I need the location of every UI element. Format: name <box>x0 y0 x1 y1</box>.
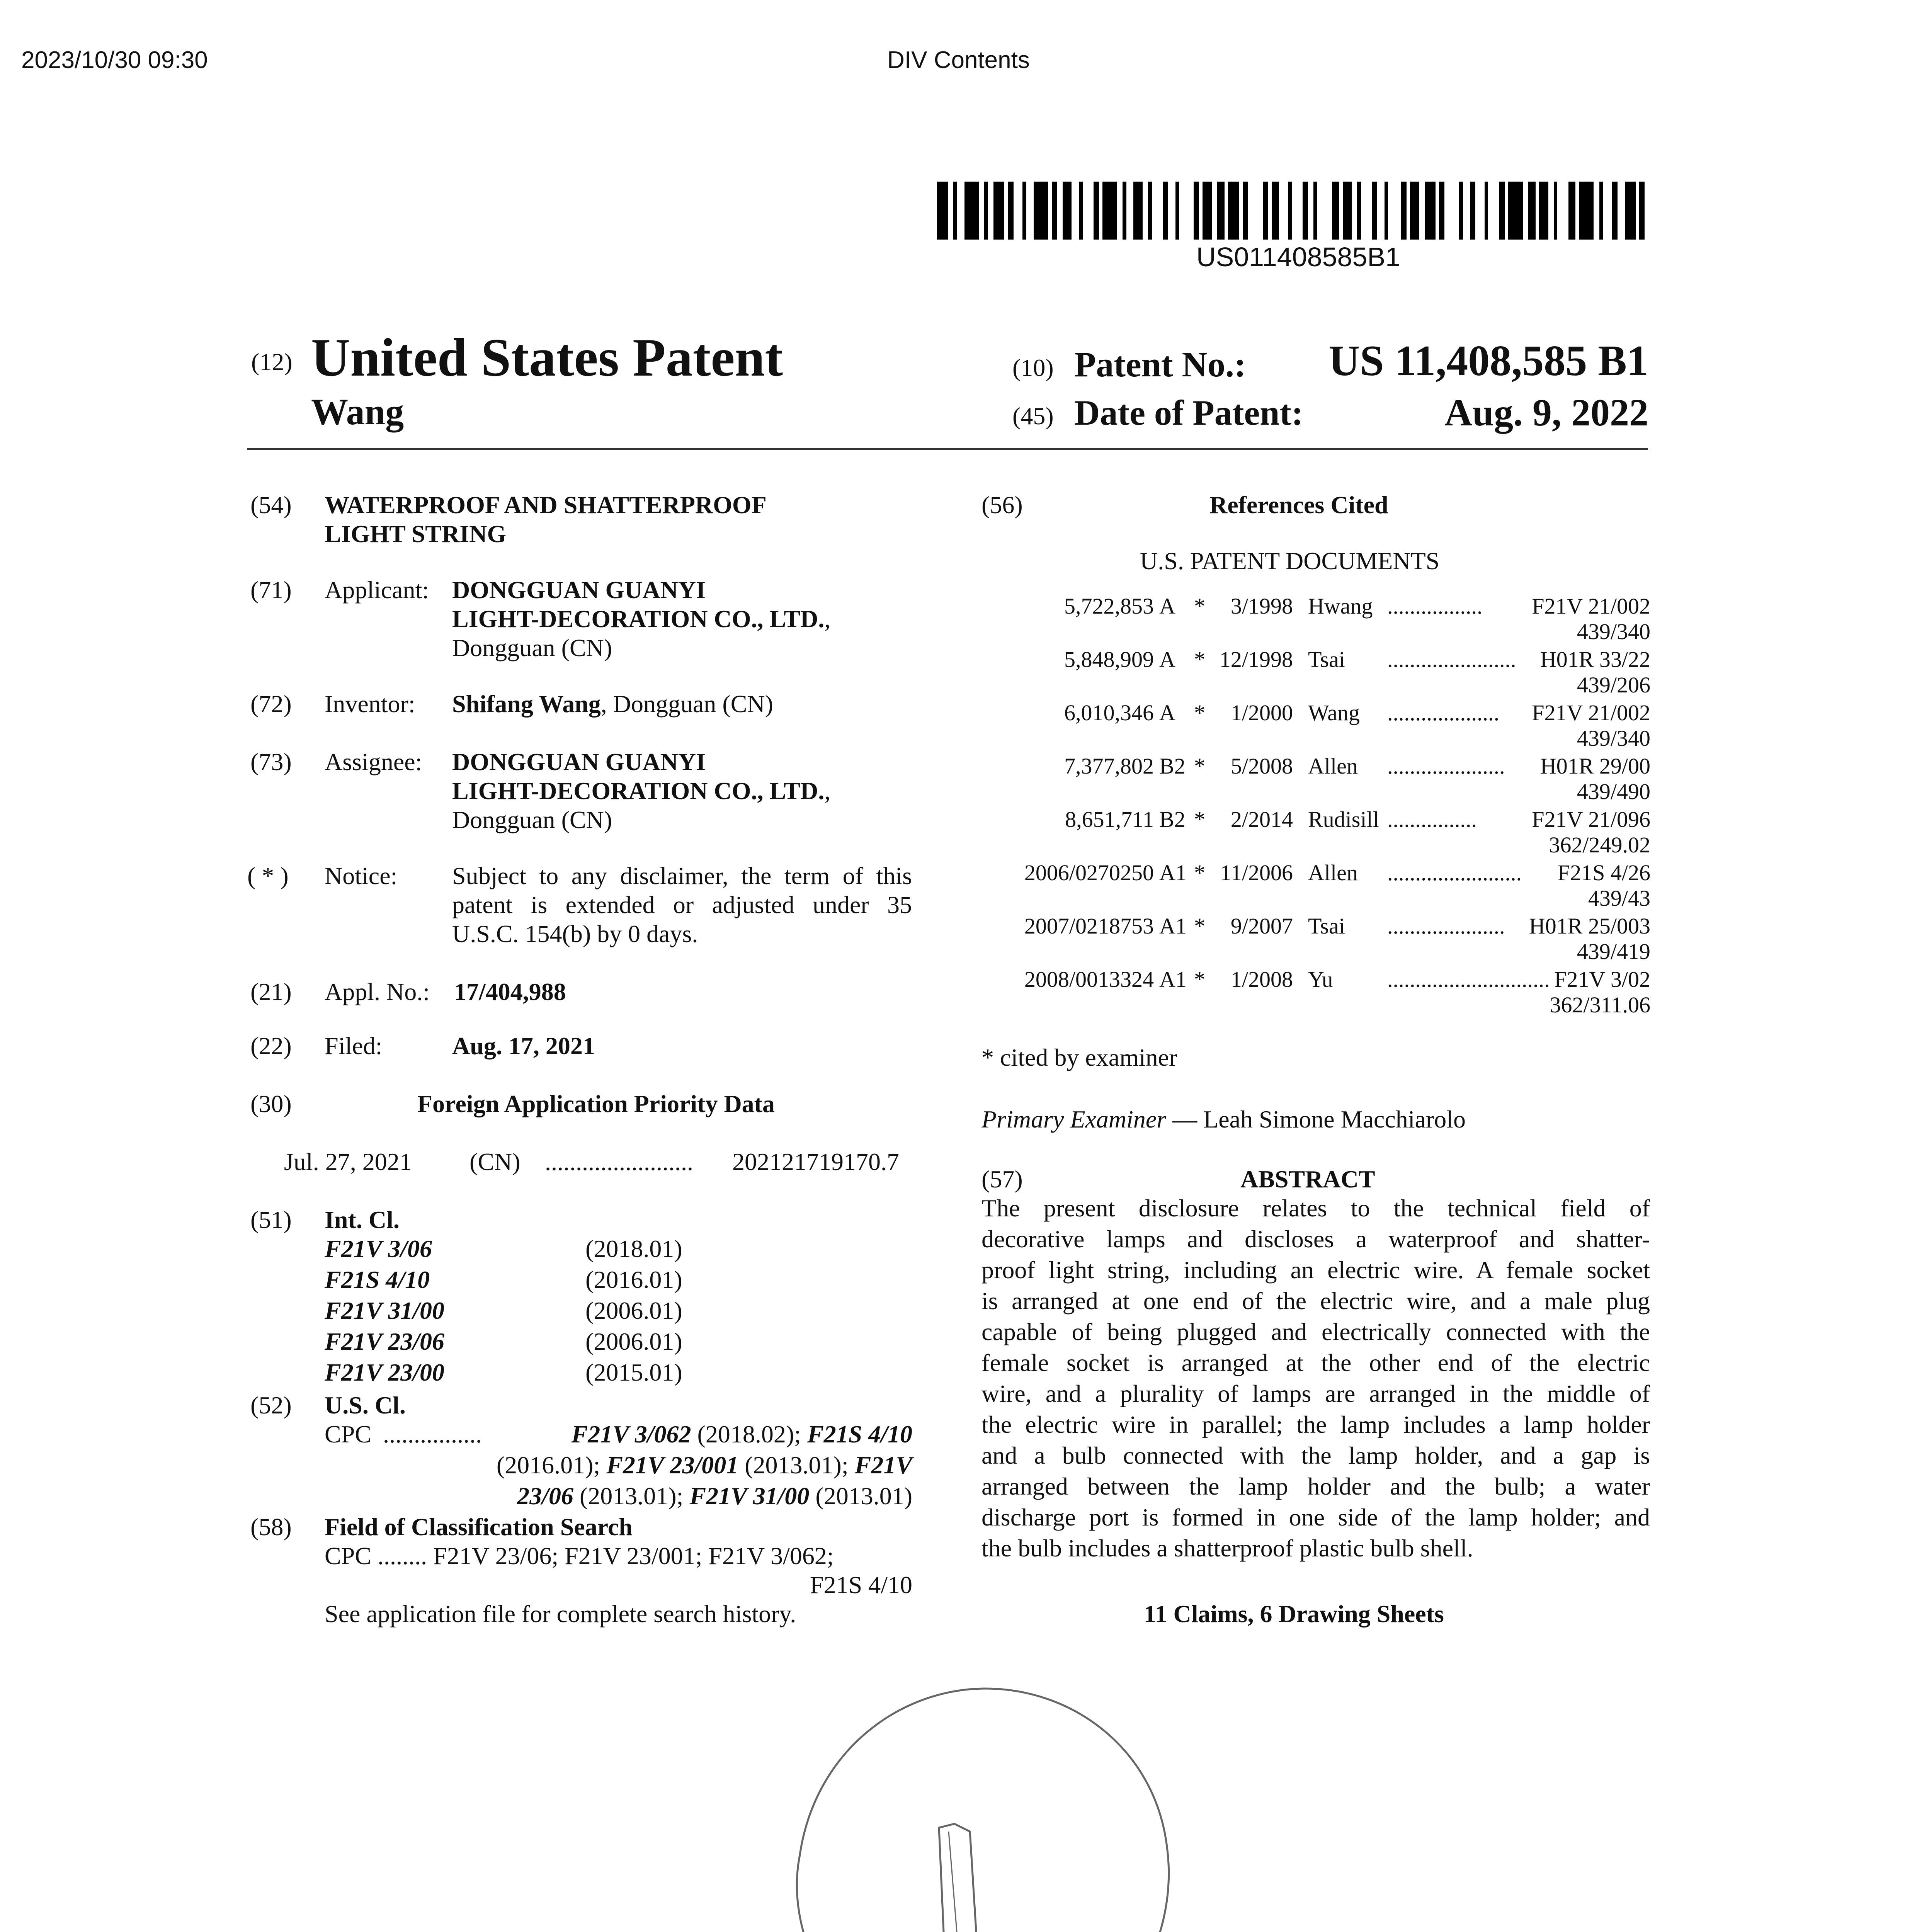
barcode-bar <box>1292 182 1303 240</box>
us-patent-documents: U.S. PATENT DOCUMENTS <box>1140 547 1440 575</box>
assignee-city: Dongguan (CN) <box>452 806 612 833</box>
code-21: (21) <box>250 978 292 1005</box>
int-cl-3-ver: (2006.01) <box>585 1297 682 1324</box>
barcode-bar <box>1268 182 1272 240</box>
ref-kind: A1 <box>1159 860 1187 885</box>
barcode-bar <box>937 182 948 240</box>
ref-kind: B2 <box>1159 753 1186 779</box>
print-datetime: 2023/10/30 09:30 <box>21 47 208 73</box>
barcode-bar <box>1594 182 1599 240</box>
barcode-bar <box>1612 182 1618 240</box>
ref-inventor: Rudisill <box>1308 807 1379 832</box>
barcode-bar <box>1357 182 1361 240</box>
barcode-bar <box>1407 182 1410 240</box>
int-cl-3: F21V 31/00 <box>325 1297 444 1324</box>
code-45: (45) <box>1012 402 1054 430</box>
abstract-line: discharge port is formed in one side of the lamp holder; and <box>981 1503 1650 1531</box>
barcode-bar <box>1419 182 1425 240</box>
ref-subclass: 439/419 <box>1577 939 1650 964</box>
assignee-line2: LIGHT-DECORATION CO., LTD. <box>452 777 825 804</box>
barcode-bar <box>1463 182 1470 240</box>
ref-inventor: Yu <box>1308 967 1333 992</box>
us-cl-c4b: 23/06 <box>517 1482 573 1510</box>
inventor-name: Shifang Wang <box>452 690 601 718</box>
code-56: (56) <box>981 491 1023 519</box>
abstract-line: arranged between the lamp holder and the bulb; a water <box>981 1473 1650 1500</box>
barcode-bar <box>1279 182 1288 240</box>
priority-country: (CN) <box>469 1148 520 1175</box>
ref-number: 5,848,909 <box>1064 647 1154 672</box>
ref-dots: ....................... <box>1387 647 1516 672</box>
doc-title: United States Patent <box>311 328 783 388</box>
ref-dots: ..................... <box>1387 913 1505 939</box>
barcode-bar <box>1102 182 1117 240</box>
barcode-bar <box>1625 182 1636 240</box>
ref-subclass: 439/43 <box>1588 886 1650 911</box>
barcode-bar <box>1436 182 1439 240</box>
barcode-bar <box>1385 182 1388 240</box>
int-cl-1: F21V 3/06 <box>325 1235 432 1262</box>
barcode-bar <box>1505 182 1508 240</box>
appl-no: 17/404,988 <box>454 978 566 1005</box>
barcode-bar <box>1352 182 1357 240</box>
int-cl-2-ver: (2016.01) <box>585 1266 682 1293</box>
us-cl-c1: F21V 3/062 <box>571 1420 691 1448</box>
ref-inventor: Allen <box>1308 860 1358 885</box>
foreign-priority-title: Foreign Application Priority Data <box>417 1090 775 1117</box>
barcode-bar <box>1303 182 1308 240</box>
abstract-line: capable of being plugged and electrically connected with the <box>981 1318 1650 1345</box>
ref-date: 11/2006 <box>1220 860 1293 885</box>
applicant-city: Dongguan (CN) <box>452 634 612 662</box>
date-of-patent-label: Date of Patent: <box>1074 393 1303 432</box>
barcode-bar <box>1248 182 1263 240</box>
barcode-bar <box>1332 182 1339 240</box>
barcode-bar <box>1057 182 1063 240</box>
notice-line2: patent is extended or adjusted under 35 <box>452 891 912 918</box>
barcode-bar <box>1361 182 1372 240</box>
assignee-line1: DONGGUAN GUANYI <box>452 748 706 776</box>
code-73: (73) <box>250 748 292 776</box>
barcode-bar <box>1425 182 1436 240</box>
barcode-bar <box>1523 182 1528 240</box>
ref-subclass: 362/249.02 <box>1549 832 1650 857</box>
field-search-title: Field of Classification Search <box>325 1513 633 1541</box>
inventor-label: Inventor: <box>325 690 415 718</box>
int-cl-title: Int. Cl. <box>325 1206 400 1233</box>
barcode-bar <box>1148 182 1152 240</box>
barcode-bar <box>1499 182 1505 240</box>
barcode-bar <box>1063 182 1072 240</box>
filament <box>939 1824 985 1932</box>
patent-number: US 11,408,585 B1 <box>1328 337 1648 385</box>
us-cl-c5: F21V 31/00 <box>689 1482 810 1510</box>
ref-dots: .................... <box>1387 700 1499 725</box>
ref-date: 1/2000 <box>1230 700 1293 725</box>
barcode-bar <box>1308 182 1313 240</box>
barcode-bar <box>1099 182 1102 240</box>
int-cl-2: F21S 4/10 <box>325 1266 430 1293</box>
us-cl-c2: F21S 4/10 <box>807 1420 912 1448</box>
assignee-label: Assignee: <box>325 748 422 776</box>
code-30: (30) <box>250 1090 292 1117</box>
barcode-bar <box>1599 182 1603 240</box>
ref-dots: ..................... <box>1387 753 1505 779</box>
barcode-bar <box>1048 182 1051 240</box>
us-cl-v3: (2013.01); <box>738 1451 855 1479</box>
barcode-bar <box>1217 182 1225 240</box>
barcode-bar <box>1410 182 1419 240</box>
barcode-bar <box>1313 182 1317 240</box>
filed-date: Aug. 17, 2021 <box>452 1032 595 1060</box>
barcode-bar <box>957 182 964 240</box>
ref-number: 5,722,853 <box>1064 594 1154 619</box>
barcode-bar <box>1126 182 1134 240</box>
bulb-shell <box>797 1689 1169 1932</box>
ref-class: H01R 29/00 <box>1540 753 1650 779</box>
ref-subclass: 439/490 <box>1577 779 1650 804</box>
code-10: (10) <box>1012 354 1054 381</box>
abstract-line: and a bulb connected with the lamp holder, and a gap is <box>981 1442 1650 1469</box>
barcode-bar <box>1152 182 1163 240</box>
barcode-bar <box>1026 182 1034 240</box>
ref-class: F21S 4/26 <box>1557 860 1650 885</box>
barcode-bar <box>1243 182 1248 240</box>
ref-number: 8,651,711 <box>1065 807 1154 832</box>
ref-subclass: 362/311.06 <box>1550 992 1650 1017</box>
abstract-line: the electric wire in parallel; the lamp includes a lamp holder <box>981 1411 1650 1438</box>
ref-class: H01R 33/22 <box>1540 647 1650 672</box>
field-search-line1: CPC ........ F21V 23/06; F21V 23/001; F21V 3/062; <box>325 1542 834 1570</box>
barcode-bar <box>1459 182 1463 240</box>
us-cl-c3: F21V 23/001 <box>606 1451 739 1479</box>
ref-class: F21V 21/096 <box>1532 807 1650 832</box>
ref-star: * <box>1194 913 1205 939</box>
ref-class: F21V 21/002 <box>1532 700 1650 725</box>
barcode-bar <box>1014 182 1023 240</box>
code-58: (58) <box>250 1513 292 1541</box>
claims-sheets: 11 Claims, 6 Drawing Sheets <box>1144 1600 1444 1628</box>
barcode-bar <box>1575 182 1579 240</box>
us-cl-c4a: F21V <box>854 1451 912 1479</box>
us-cl-v1: (2018.02); <box>691 1420 807 1448</box>
ref-date: 12/1998 <box>1219 647 1293 672</box>
barcode-bar <box>1343 182 1352 240</box>
lamp-drawing <box>599 1662 1410 1932</box>
barcode-bar <box>1083 182 1094 240</box>
ref-date: 5/2008 <box>1230 753 1293 779</box>
us-cl-v4: (2013.01); <box>573 1482 690 1510</box>
code-71: (71) <box>250 576 292 604</box>
barcode-bar <box>979 182 984 240</box>
inventor-header: Wang <box>311 391 404 432</box>
barcode-bar <box>984 182 988 240</box>
abstract-line: wire, and a plurality of lamps are arranged in the middle of <box>981 1380 1650 1407</box>
priority-number: 202121719170.7 <box>732 1148 899 1175</box>
ref-star: * <box>1194 860 1205 885</box>
ref-kind: A <box>1159 647 1175 672</box>
barcode-bar <box>1603 182 1612 240</box>
barcode-bar <box>1548 182 1554 240</box>
barcode-bar <box>1272 182 1279 240</box>
barcode-bar <box>1072 182 1079 240</box>
us-cl-v2: (2016.01); <box>496 1451 607 1479</box>
barcode-bar <box>1123 182 1126 240</box>
us-cl-dots: ................ <box>383 1420 482 1448</box>
code-12: (12) <box>251 348 293 376</box>
references-title: References Cited <box>1209 491 1388 519</box>
barcode-bar <box>1143 182 1148 240</box>
us-cl-cpc: CPC <box>325 1420 371 1448</box>
ref-date: 2/2014 <box>1230 807 1293 832</box>
applicant-line2-suffix: , <box>824 605 831 633</box>
applicant-label: Applicant: <box>325 576 429 604</box>
barcode <box>937 182 1660 240</box>
ref-date: 3/1998 <box>1230 594 1293 619</box>
ref-class: F21V 21/002 <box>1532 594 1650 619</box>
ref-star: * <box>1194 594 1205 619</box>
barcode-bar <box>1618 182 1625 240</box>
barcode-bar <box>1239 182 1242 240</box>
code-54: (54) <box>250 491 292 519</box>
abstract-line: decorative lamps and discloses a waterproof and shatter- <box>981 1225 1650 1253</box>
priority-dots: ........................ <box>545 1148 693 1175</box>
barcode-bar <box>948 182 953 240</box>
ref-number: 2006/0270250 <box>1024 860 1154 885</box>
barcode-bar <box>1488 182 1499 240</box>
barcode-bar <box>1539 182 1548 240</box>
date-of-patent: Aug. 9, 2022 <box>1444 391 1648 434</box>
barcode-bar <box>1179 182 1194 240</box>
int-cl-4: F21V 23/06 <box>325 1328 444 1355</box>
ref-date: 1/2008 <box>1230 967 1293 992</box>
ref-star: * <box>1194 967 1205 992</box>
barcode-bar <box>1117 182 1123 240</box>
int-cl-1-ver: (2018.01) <box>585 1235 682 1262</box>
examiner-label: Primary Examiner <box>981 1105 1167 1133</box>
ref-star: * <box>1194 807 1205 832</box>
barcode-bar <box>1175 182 1179 240</box>
us-cl-v5: (2013.01) <box>809 1482 912 1510</box>
ref-star: * <box>1194 753 1205 779</box>
barcode-bar <box>1317 182 1332 240</box>
code-52: (52) <box>250 1391 292 1419</box>
barcode-bar <box>1094 182 1099 240</box>
abstract-title: ABSTRACT <box>1240 1165 1375 1193</box>
examiner-name: — Leah Simone Macchiarolo <box>1166 1105 1466 1133</box>
barcode-bar <box>1052 182 1057 240</box>
barcode-bar <box>1194 182 1199 240</box>
ref-class: F21V 3/02 <box>1554 967 1650 992</box>
barcode-bar <box>1133 182 1143 240</box>
ref-star: * <box>1194 647 1205 672</box>
title-line1: WATERPROOF AND SHATTERPROOF <box>325 491 767 519</box>
barcode-bar <box>1639 182 1645 240</box>
abstract-line: is arranged at one end of the electric wire, and a male plug <box>981 1287 1650 1315</box>
notice-line3: U.S.C. 154(b) by 0 days. <box>452 920 698 947</box>
us-cl-title: U.S. Cl. <box>325 1391 406 1419</box>
inventor-city: , Dongguan (CN) <box>600 690 773 718</box>
barcode-bar <box>1475 182 1485 240</box>
abstract-line: The present disclosure relates to the technical field of <box>981 1194 1650 1222</box>
ref-inventor: Tsai <box>1308 913 1345 939</box>
ref-inventor: Allen <box>1308 753 1358 779</box>
code-22: (22) <box>250 1032 292 1060</box>
ref-subclass: 439/206 <box>1577 672 1650 697</box>
barcode-bar <box>953 182 957 240</box>
barcode-bar <box>964 182 979 240</box>
notice-line1: Subject to any disclaimer, the term of this <box>452 862 912 889</box>
barcode-bar <box>1444 182 1459 240</box>
ref-kind: A <box>1159 594 1175 619</box>
barcode-bar <box>1225 182 1228 240</box>
barcode-bar <box>1557 182 1568 240</box>
barcode-bar <box>1203 182 1212 240</box>
ref-dots: ................ <box>1387 807 1477 832</box>
ref-kind: A1 <box>1159 913 1187 939</box>
title-line2: LIGHT STRING <box>325 520 507 548</box>
barcode-bar <box>1022 182 1026 240</box>
code-51: (51) <box>250 1206 292 1233</box>
ref-inventor: Wang <box>1308 700 1360 725</box>
int-cl-4-ver: (2006.01) <box>585 1328 682 1355</box>
barcode-bar <box>1388 182 1401 240</box>
barcode-bar <box>1288 182 1292 240</box>
notice-label: Notice: <box>325 862 398 889</box>
assignee-line2-suffix: , <box>824 777 831 804</box>
ref-number: 7,377,802 <box>1064 753 1154 779</box>
barcode-bar <box>1470 182 1475 240</box>
barcode-bar <box>1163 182 1168 240</box>
barcode-bar <box>1079 182 1082 240</box>
barcode-bar <box>1508 182 1523 240</box>
barcode-bar <box>1228 182 1239 240</box>
ref-dots: ........................ <box>1387 860 1522 885</box>
barcode-bar <box>1439 182 1444 240</box>
barcode-bar <box>1645 182 1659 240</box>
ref-dots: ............................. <box>1387 967 1550 992</box>
ref-kind: B2 <box>1159 807 1186 832</box>
cited-by-examiner: * cited by examiner <box>981 1044 1177 1071</box>
abstract-line: proof light string, including an electric wire. A female socket <box>981 1256 1650 1284</box>
ref-subclass: 439/340 <box>1577 619 1650 644</box>
barcode-bar <box>993 182 1004 240</box>
code-notice: ( * ) <box>247 862 289 889</box>
header-rule <box>247 448 1648 450</box>
ref-kind: A <box>1159 700 1175 725</box>
ref-number: 6,010,346 <box>1064 700 1154 725</box>
barcode-bar <box>1004 182 1008 240</box>
barcode-bar <box>1008 182 1014 240</box>
applicant-line2: LIGHT-DECORATION CO., LTD. <box>452 605 825 633</box>
barcode-bar <box>1528 182 1536 240</box>
ref-dots: ................. <box>1387 594 1483 619</box>
barcode-bar <box>1339 182 1342 240</box>
barcode-bar <box>1168 182 1175 240</box>
barcode-bar <box>1536 182 1539 240</box>
filed-label: Filed: <box>325 1032 383 1060</box>
abstract-line: female socket is arranged at the other end of the electric <box>981 1349 1650 1376</box>
barcode-bar <box>1372 182 1377 240</box>
code-57: (57) <box>981 1165 1023 1193</box>
ref-date: 9/2007 <box>1230 913 1293 939</box>
abstract-line: the bulb includes a shatterproof plastic bulb shell. <box>981 1534 1473 1562</box>
ref-inventor: Tsai <box>1308 647 1345 672</box>
barcode-bar <box>1401 182 1406 240</box>
barcode-bar <box>1485 182 1488 240</box>
barcode-bar <box>1034 182 1048 240</box>
barcode-bar <box>1636 182 1639 240</box>
ref-number: 2008/0013324 <box>1024 967 1154 992</box>
ref-number: 2007/0218753 <box>1024 913 1154 939</box>
applicant-line1: DONGGUAN GUANYI <box>452 576 706 604</box>
patent-no-label: Patent No.: <box>1074 345 1246 384</box>
field-search-note: See application file for complete search history. <box>325 1600 796 1628</box>
barcode-bar <box>1212 182 1217 240</box>
barcode-bar <box>1263 182 1268 240</box>
barcode-bar <box>1568 182 1576 240</box>
ref-star: * <box>1194 700 1205 725</box>
int-cl-5-ver: (2015.01) <box>585 1359 682 1386</box>
print-title: DIV Contents <box>887 47 1030 73</box>
barcode-bar <box>1579 182 1594 240</box>
int-cl-5: F21V 23/00 <box>325 1359 444 1386</box>
ref-subclass: 439/340 <box>1577 726 1650 751</box>
field-search-line2: F21S 4/10 <box>810 1571 912 1599</box>
barcode-bar <box>1377 182 1385 240</box>
barcode-text: US011408585B1 <box>1196 242 1401 272</box>
priority-date: Jul. 27, 2021 <box>284 1148 412 1175</box>
barcode-bar <box>1554 182 1557 240</box>
barcode-bar <box>988 182 993 240</box>
code-72: (72) <box>250 690 292 718</box>
ref-inventor: Hwang <box>1308 594 1373 619</box>
barcode-bar <box>1199 182 1203 240</box>
appl-no-label: Appl. No.: <box>325 978 430 1005</box>
ref-kind: A1 <box>1159 967 1187 992</box>
ref-class: H01R 25/003 <box>1529 913 1650 939</box>
